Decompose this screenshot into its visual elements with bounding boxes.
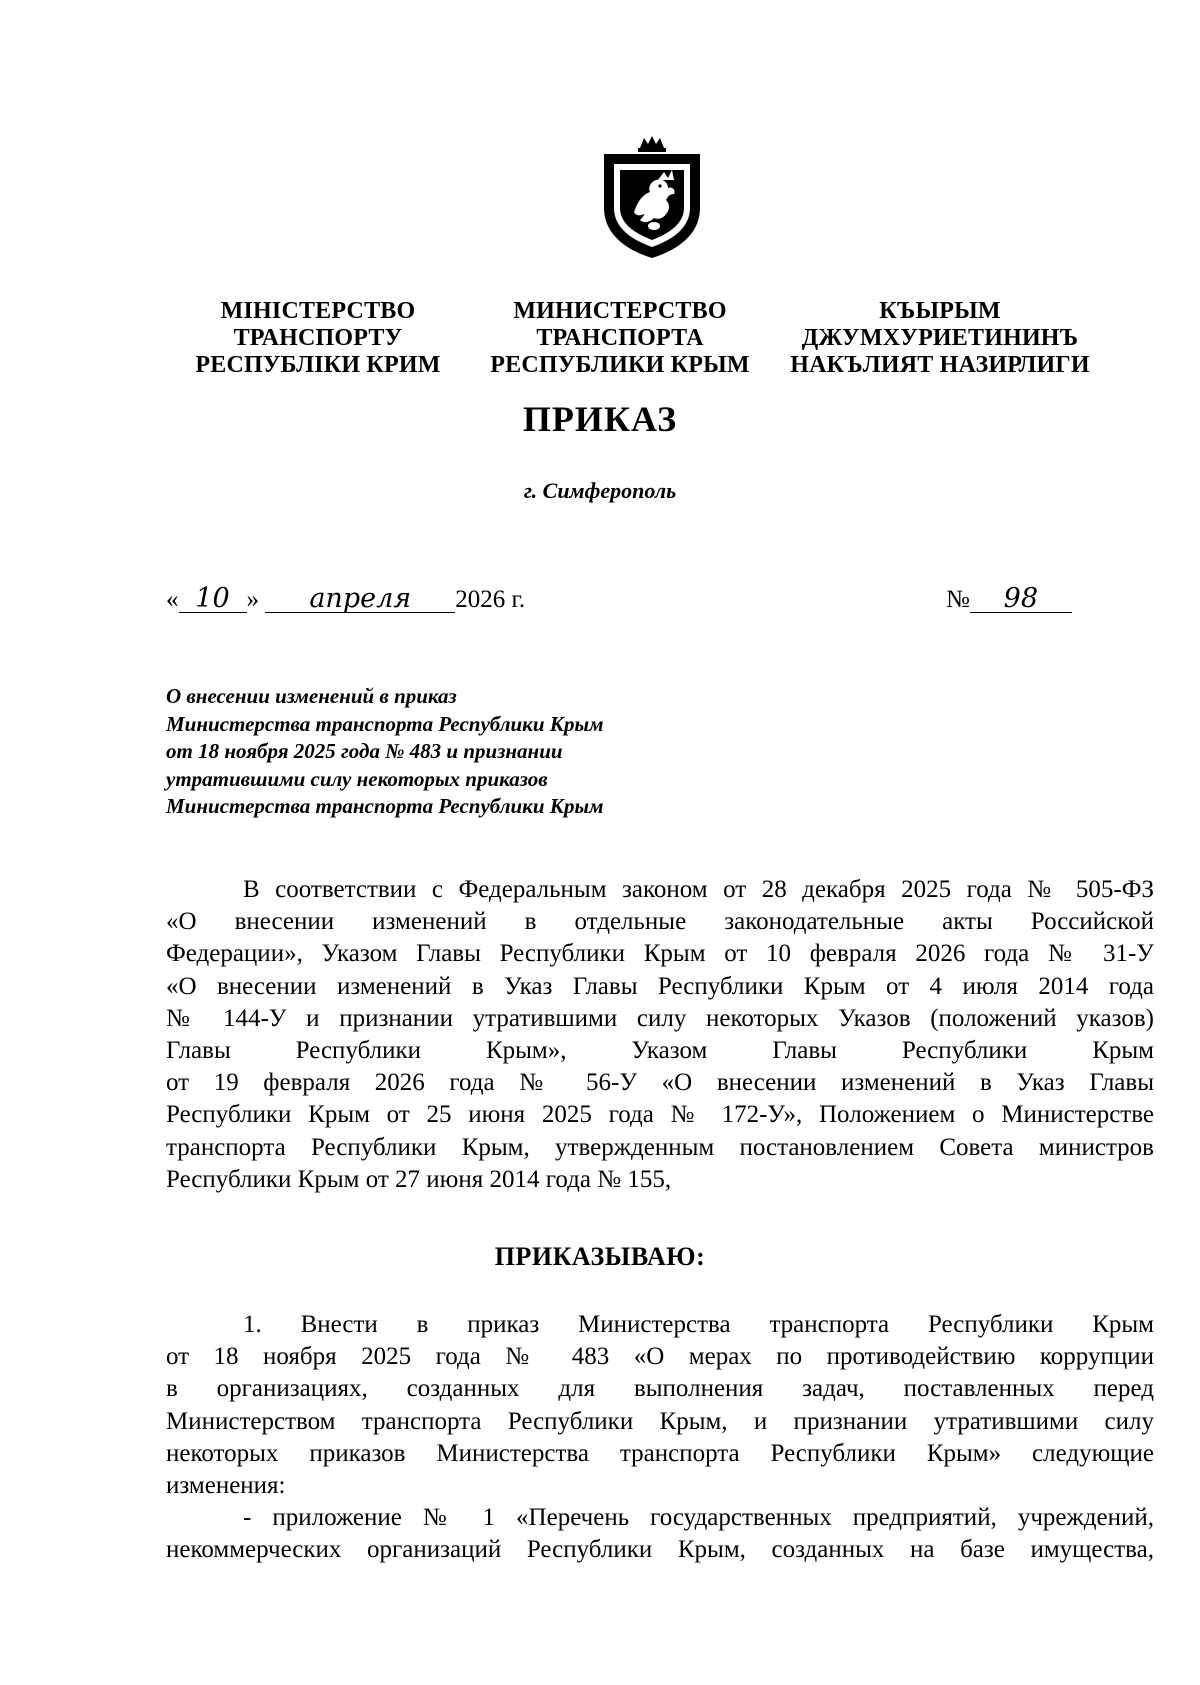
item-line: некоммерческих организаций Республики Крым, созданных на базе имущества, <box>166 1536 1154 1564</box>
date-year: 2026 г. <box>455 586 526 613</box>
document-city: г. Симферополь <box>523 478 677 503</box>
ministry-ua-line-3: РЕСПУБЛІКИ КРИМ <box>195 352 441 378</box>
document-date <box>166 583 526 614</box>
order-directive-heading: ПРИКАЗЫВАЮ: <box>494 1242 706 1271</box>
document-subject <box>166 683 603 821</box>
preamble-paragraph <box>166 874 1154 1196</box>
document-number <box>946 583 1072 614</box>
subject-line: от 18 ноября 2025 года № 483 и признании <box>166 739 563 763</box>
item-line: от 18 ноября 2025 года № 483 «О мерах по противодействию коррупции <box>166 1343 1154 1371</box>
preamble-line: «О внесении изменений в Указ Главы Республики Крым от 4 июля 2014 года <box>166 972 1154 1000</box>
subject-line: Министерства транспорта Республики Крым <box>166 794 604 818</box>
preamble-line: Главы Республики Крым», Указом Главы Республики Крым <box>166 1037 1154 1065</box>
ministry-ct-line-2: ДЖУМХУРИЕТИНИНЪ <box>801 325 1079 351</box>
preamble-line: Федерации», Указом Главы Республики Крым от 10 февраля 2026 года № 31-У <box>166 940 1154 968</box>
coat-of-arms-emblem <box>598 134 706 260</box>
ministry-ua-line-1: МІНІСТЕРСТВО <box>220 298 416 324</box>
item-line: изменения: <box>166 1472 286 1500</box>
ministry-ru-line-2: ТРАНСПОРТА <box>536 325 704 351</box>
preamble-line: В соответствии с Федеральным законом от 28 декабря 2025 года № 505-ФЗ <box>243 876 1154 903</box>
subject-line: утратившими силу некоторых приказов <box>166 766 548 791</box>
ministry-name-crimean-tatar <box>775 298 1105 379</box>
ministry-ru-line-1: МИНИСТЕРСТВО <box>513 298 727 324</box>
ministry-ct-line-1: КЪЫРЫМ <box>879 298 1001 324</box>
order-item-1 <box>166 1309 1154 1567</box>
number-prefix: № <box>946 586 970 613</box>
preamble-line: от 19 февраля 2026 года № 56-У «О внесении изменений в Указ Главы <box>166 1069 1154 1097</box>
ministry-name-ukrainian <box>168 298 468 379</box>
document-title: ПРИКАЗ <box>522 399 678 439</box>
date-month-handwritten: апреля <box>265 586 455 613</box>
date-close-quote: » <box>246 586 259 613</box>
ministry-ua-line-2: ТРАНСПОРТУ <box>233 325 403 351</box>
item-line: - приложение № 1 «Перечень государственных предприятий, учреждений, <box>243 1504 1154 1532</box>
preamble-line: «О внесении изменений в отдельные законодательные акты Российской <box>166 908 1154 936</box>
item-line: 1. Внести в приказ Министерства транспорта Республики Крым <box>243 1311 1154 1338</box>
preamble-line: Республики Крым от 27 июня 2014 года № 155, <box>166 1165 672 1193</box>
preamble-line: транспорта Республики Крым, утвержденным постановлением Совета министров <box>166 1133 1154 1161</box>
date-day-handwritten: 10 <box>179 586 247 613</box>
subject-line: Министерства транспорта Республики Крым <box>166 711 604 736</box>
preamble-line: № 144-У и признании утратившими силу некоторых Указов (положений указов) <box>166 1004 1154 1032</box>
number-handwritten: 98 <box>970 586 1072 613</box>
subject-line: О внесении изменений в приказ <box>166 684 457 708</box>
ministry-name-russian <box>470 298 770 379</box>
ministry-ru-line-3: РЕСПУБЛИКИ КРЫМ <box>490 352 750 378</box>
item-line: Министерством транспорта Республики Крым, и признании утратившими силу <box>166 1407 1154 1435</box>
item-line: некоторых приказов Министерства транспорта Республики Крым» следующие <box>166 1439 1154 1467</box>
preamble-line: Республики Крым от 25 июня 2025 года № 172-У», Положением о Министерстве <box>166 1101 1154 1129</box>
ministry-ct-line-3: НАКЪЛИЯТ НАЗИРЛИГИ <box>790 352 1090 378</box>
item-line: в организациях, созданных для выполнения задач, поставленных перед <box>166 1375 1154 1403</box>
date-open-quote: « <box>166 586 179 613</box>
